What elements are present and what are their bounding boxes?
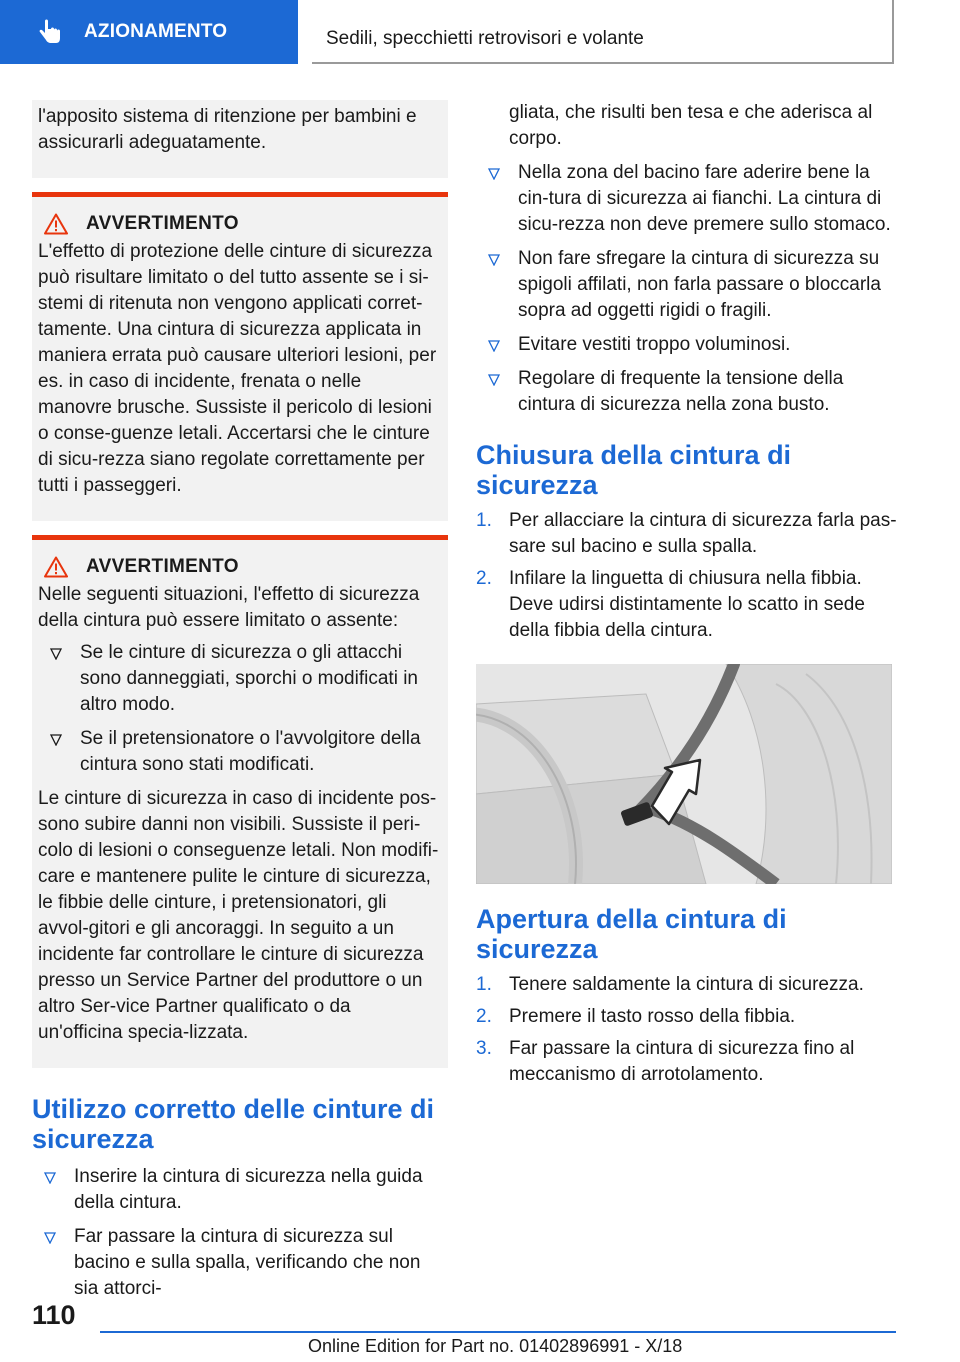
step-number: 1.	[476, 510, 492, 531]
warning-box-1	[32, 192, 448, 521]
warning-box-2	[32, 535, 448, 1068]
chapter-label: AZIONAMENTO	[84, 21, 228, 42]
warning-triangle-icon	[44, 213, 68, 235]
section-heading: Chiusura della cintura di sicurezza	[476, 440, 792, 500]
warning-body: L'effetto di protezione delle cinture di sicurezza può risultare limitato o del tutto assente se i si-stemi di ritenuta non vengono applicati corret-tamente. Una cintura di sicurezza applicata in maniera errata può causare ulteriori lesioni, per es. in caso di incidente, frenata o nelle manovre brusche. Sussiste il pericolo di lesioni o conse-guenze letali. Accertarsi che le cinture di sicu-rezza siano regolate correttamente per tutti i passeggeri.	[38, 241, 437, 496]
release-steps	[476, 972, 898, 1088]
triangle-bullet-icon	[488, 374, 500, 386]
triangle-bullet-icon	[488, 168, 500, 180]
section-title-box	[312, 0, 894, 64]
warning-outro: Le cinture di sicurezza in caso di incidente pos-sono subire danni non visibili. Sussiste il peri-colo di lesioni o conseguenze letali. Non modifi-care e mantenere pulite le cinture di sicurezza, le fibbie delle cinture, i pretensionatori, gli avvol-gitori e gli ancoraggi. In seguito a un incidente far controllare le cinture di sicurezza presso un Service Partner del produttore o un altro Ser-vice Partner qualificato o da un'officina specia-lizzata.	[38, 788, 439, 1043]
triangle-bullet-icon	[50, 734, 62, 746]
footer-rule	[100, 1331, 896, 1333]
step-text: Infilare la linguetta di chiusura nella fibbia. Deve udirsi distintamente lo scatto in sede della fibbia della cintura.	[509, 568, 865, 641]
fasten-steps	[476, 508, 898, 644]
list-item-text: Far passare la cintura di sicurezza sul bacino e sulla spalla, verificando che non sia attorci-	[74, 1226, 421, 1299]
step-text: Far passare la cintura di sicurezza fino al meccanismo di arrotolamento.	[509, 1038, 855, 1085]
warning-intro: Nelle seguenti situazioni, l'effetto di sicurezza della cintura può essere limitato o assente:	[38, 584, 420, 631]
list-item-text: Regolare di frequente la tensione della cintura di sicurezza nella zona busto.	[518, 368, 844, 415]
hand-pointer-icon	[36, 18, 64, 46]
triangle-bullet-icon	[50, 648, 62, 660]
list-item-text: Nella zona del bacino fare aderire bene la cin-tura di sicurezza ai fianchi. La cintura di sicu-rezza non deve premere sullo stomaco.	[518, 162, 891, 235]
list-item-text: Evitare vestiti troppo voluminosi.	[518, 334, 791, 355]
list-item-text: Se le cinture di sicurezza o gli attacchi sono danneggiati, sporchi o modificati in altro modo.	[80, 642, 418, 715]
list-item	[476, 332, 898, 358]
footer-edition: Online Edition for Part no. 01402896991 - X/18	[308, 1336, 683, 1356]
right-column	[476, 100, 898, 1096]
section-heading: Apertura della cintura di sicurezza	[476, 904, 787, 964]
seatbelt-illustration-drawing	[476, 664, 892, 884]
step-item	[476, 972, 898, 998]
continued-note-box	[32, 100, 448, 178]
triangle-bullet-icon	[44, 1172, 56, 1184]
step-item	[476, 508, 898, 560]
list-item-text: Inserire la cintura di sicurezza nella guida della cintura.	[74, 1166, 423, 1213]
step-number: 2.	[476, 1006, 492, 1027]
continued-note-text: l'apposito sistema di ritenzione per bambini e assicurarli adeguatamente.	[38, 106, 417, 153]
step-number: 2.	[476, 568, 492, 589]
list-item	[38, 640, 440, 718]
step-item	[476, 1004, 898, 1030]
left-column	[32, 100, 448, 1310]
usage-list	[32, 1164, 448, 1302]
list-item	[32, 1224, 448, 1302]
warning-title-row	[38, 211, 440, 237]
list-item	[476, 366, 898, 418]
step-text: Tenere saldamente la cintura di sicurezza.	[509, 974, 864, 995]
triangle-bullet-icon	[488, 254, 500, 266]
step-item	[476, 566, 898, 644]
list-item	[38, 726, 440, 778]
triangle-bullet-icon	[488, 340, 500, 352]
warning-title: AVVERTIMENTO	[86, 556, 239, 577]
seatbelt-buckle-illustration	[476, 664, 892, 884]
chapter-tab	[0, 0, 298, 64]
section-heading: Utilizzo corretto delle cinture di sicurezza	[32, 1094, 435, 1154]
step-text: Premere il tasto rosso della fibbia.	[509, 1006, 796, 1027]
usage-list-continued	[476, 160, 898, 418]
list-item-text: Non fare sfregare la cintura di sicurezza su spigoli affilati, non farla passare o bloccarla sopra ad oggetti rigidi o fragili.	[518, 248, 881, 321]
warning-list	[38, 640, 440, 778]
warning-title-row	[38, 554, 440, 580]
step-number: 3.	[476, 1038, 492, 1059]
warning-title: AVVERTIMENTO	[86, 213, 239, 234]
step-number: 1.	[476, 974, 492, 995]
continued-text: gliata, che risulti ben tesa e che aderisca al corpo.	[509, 102, 873, 149]
list-item-text: Se il pretensionatore o l'avvolgitore della cintura sono stati modificati.	[80, 728, 421, 775]
step-item	[476, 1036, 898, 1088]
list-item	[32, 1164, 448, 1216]
page-number: 110	[32, 1300, 76, 1330]
section-title: Sedili, specchietti retrovisori e volante	[326, 28, 644, 49]
list-item	[476, 246, 898, 324]
step-text: Per allacciare la cintura di sicurezza farla pas-sare sul bacino e sulla spalla.	[509, 510, 897, 557]
list-item	[476, 160, 898, 238]
warning-triangle-icon	[44, 556, 68, 578]
triangle-bullet-icon	[44, 1232, 56, 1244]
